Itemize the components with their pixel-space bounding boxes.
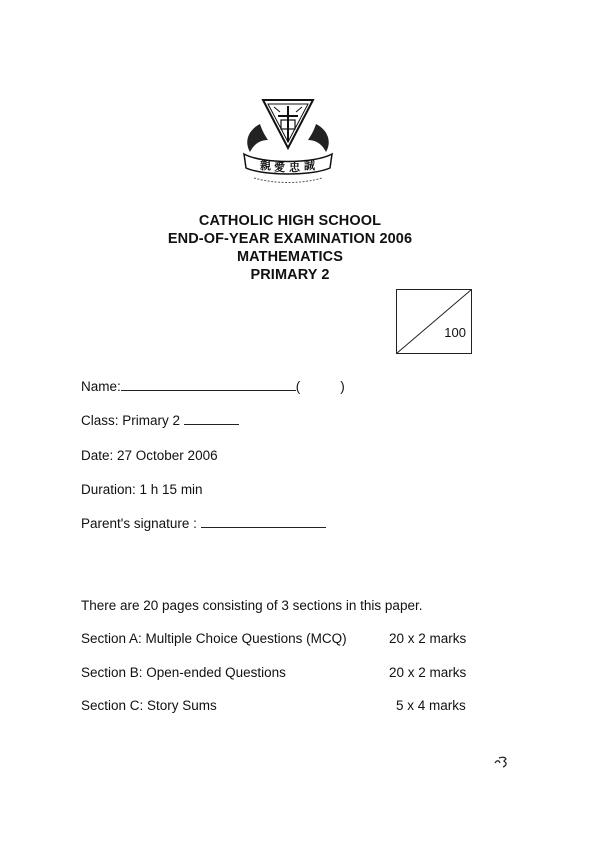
score-box	[396, 289, 472, 354]
section-c-label: Section C: Story Sums	[81, 698, 217, 713]
exam-title-block	[0, 212, 580, 284]
class-label: Class: Primary 2	[81, 413, 181, 428]
signature-blank-line[interactable]	[201, 526, 326, 528]
signature-field	[81, 516, 326, 531]
section-a-label: Section A: Multiple Choice Questions (MCQ)	[81, 631, 347, 646]
subject-name: MATHEMATICS	[236, 249, 344, 265]
handwritten-mark	[493, 754, 513, 770]
duration-field: Duration: 1 h 15 min	[81, 482, 203, 497]
school-crest-logo	[238, 96, 338, 188]
score-total: 100	[444, 325, 466, 340]
svg-text:親: 親	[260, 159, 271, 172]
name-bracket-open: (	[295, 379, 301, 394]
date-field: Date: 27 October 2006	[81, 448, 218, 463]
class-field	[81, 413, 239, 428]
sections-intro: There are 20 pages consisting of 3 sections in this paper.	[81, 598, 423, 613]
name-label: Name:	[81, 379, 121, 394]
exam-name: END-OF-YEAR EXAMINATION 2006	[167, 231, 413, 247]
svg-text:忠: 忠	[289, 161, 300, 174]
section-c-marks: 5 x 4 marks	[396, 698, 466, 713]
name-bracket-close: )	[340, 379, 345, 394]
section-a-marks: 20 x 2 marks	[389, 631, 467, 646]
signature-label: Parent's signature :	[81, 516, 197, 531]
name-field	[81, 379, 345, 394]
svg-text:誠: 誠	[304, 159, 315, 172]
school-name: CATHOLIC HIGH SCHOOL	[198, 213, 382, 229]
section-b-label: Section B: Open-ended Questions	[81, 665, 286, 680]
svg-text:愛: 愛	[274, 161, 285, 174]
section-b-marks: 20 x 2 marks	[389, 665, 467, 680]
level-name: PRIMARY 2	[250, 267, 330, 283]
name-blank-line[interactable]	[121, 389, 296, 391]
class-blank-line[interactable]	[184, 423, 239, 425]
